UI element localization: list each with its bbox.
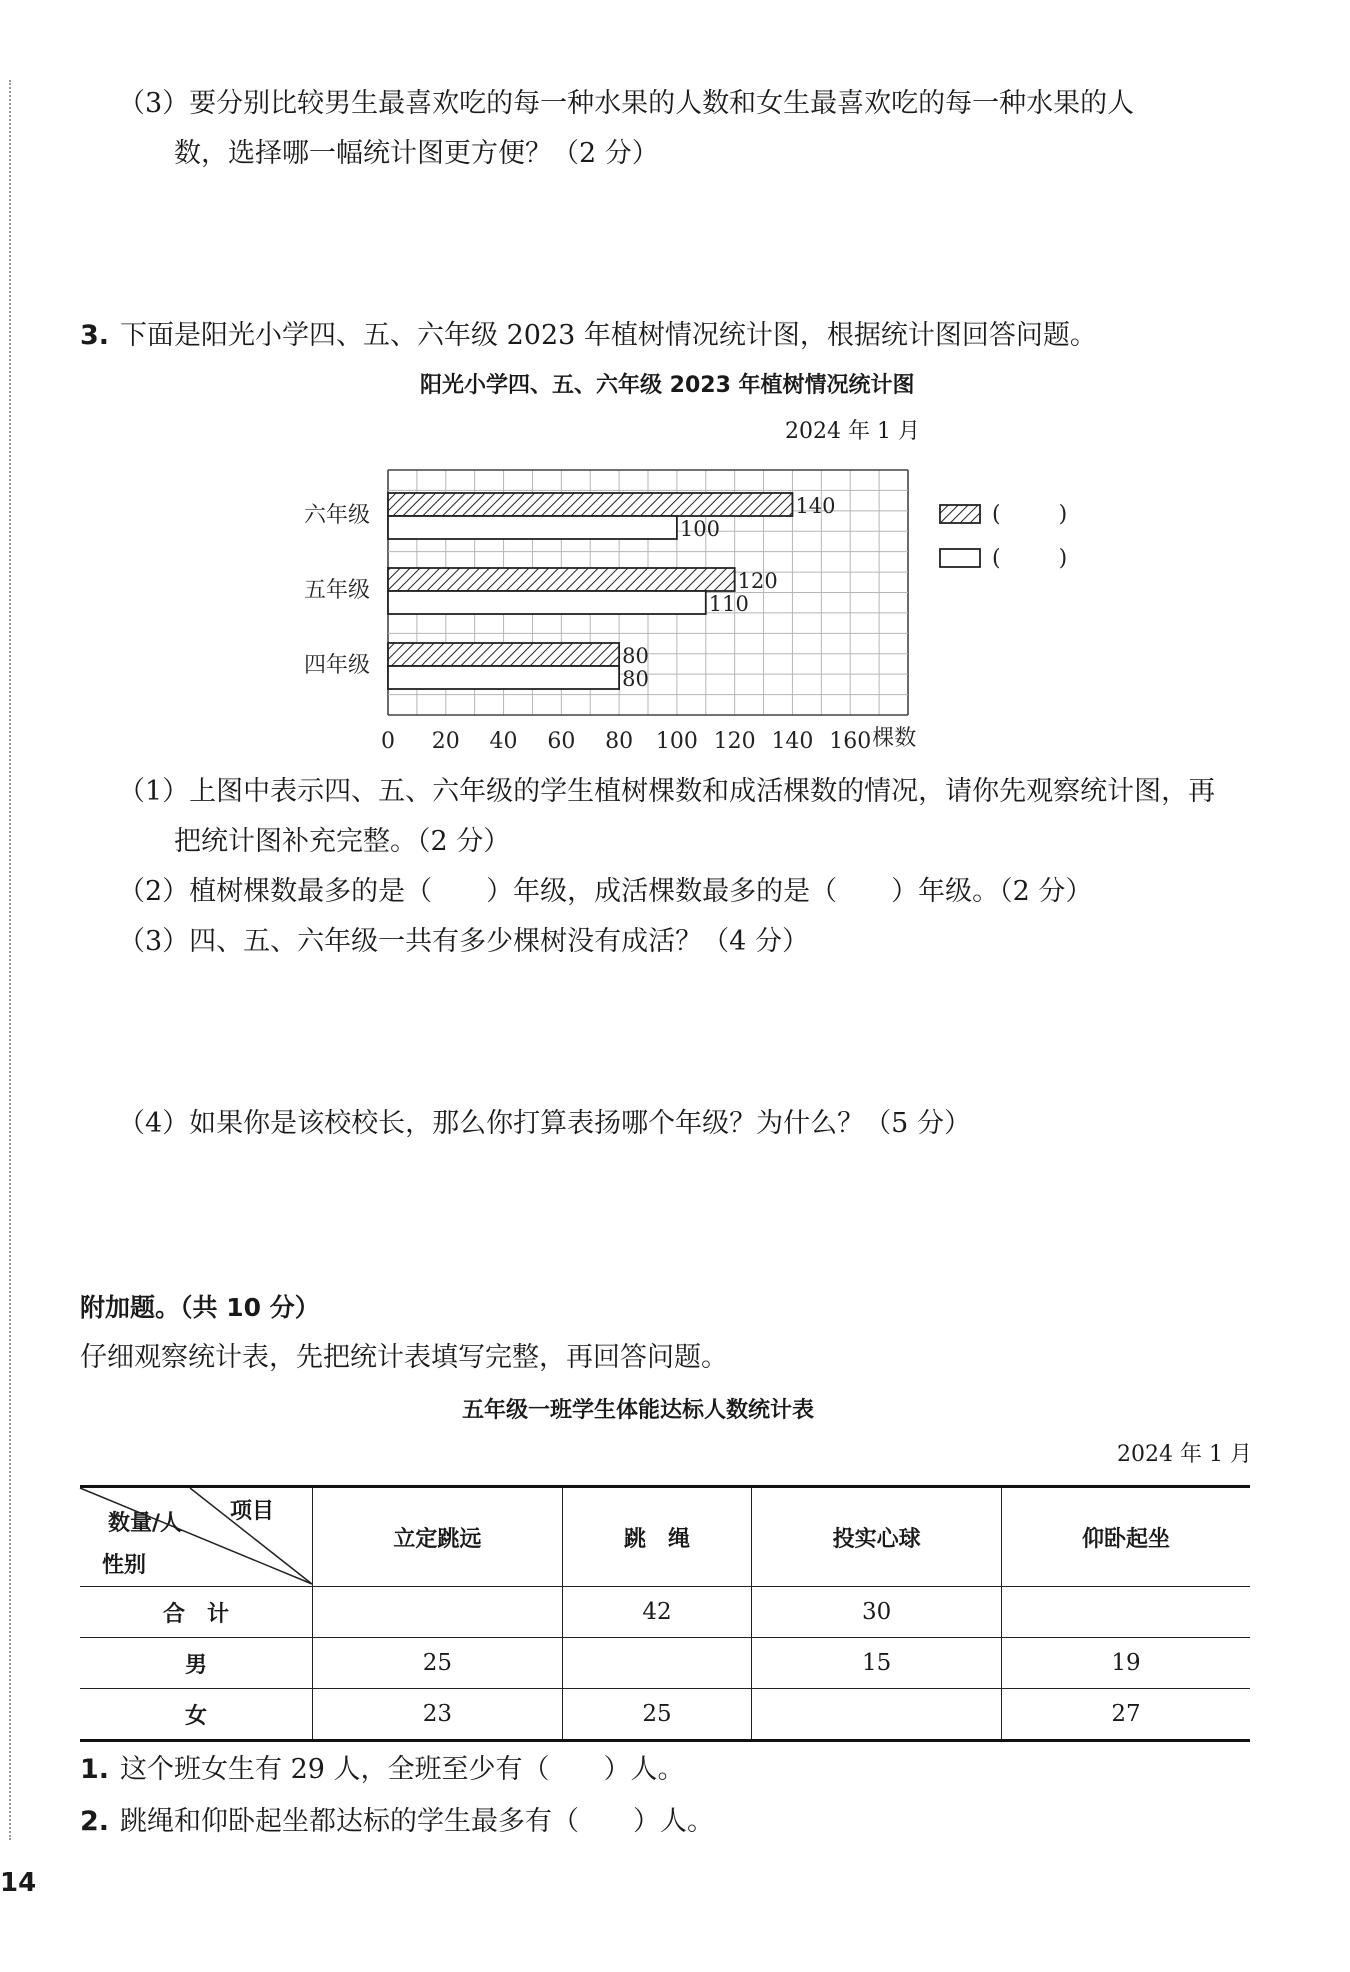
table-cell <box>1002 1587 1250 1638</box>
category-label: 六年级 <box>303 503 370 528</box>
q3-part1-line1: （1）上图中表示四、五、六年级的学生植树棵数和成活棵数的情况，请你先观察统计图，再 <box>118 776 1216 807</box>
table-cell <box>752 1689 1002 1741</box>
x-tick-label: 80 <box>605 729 634 754</box>
chart-title: 阳光小学四、五、六年级 2023 年植树情况统计图 <box>420 373 915 398</box>
diag-label-item: 项目 <box>230 1499 275 1524</box>
q3-part1-line2: 把统计图补充完整。（2 分） <box>174 826 511 857</box>
col-header: 跳 绳 <box>562 1487 751 1587</box>
q3-number: 3. <box>80 320 110 351</box>
extra-q1: 这个班女生有 29 人，全班至少有（ ）人。 <box>120 1754 685 1785</box>
col-header: 立定跳远 <box>313 1487 563 1587</box>
row-label: 女 <box>80 1689 313 1741</box>
table-cell: 19 <box>1002 1638 1250 1689</box>
extra-q1-number: 1. <box>80 1754 110 1785</box>
q3-text: 下面是阳光小学四、五、六年级 2023 年植树情况统计图，根据统计图回答问题。 <box>120 320 1097 351</box>
table-header-row <box>80 1487 1250 1587</box>
legend-swatch <box>940 549 980 567</box>
table-cell: 23 <box>313 1689 563 1741</box>
q3-part2: （2）植树棵数最多的是（ ）年级，成活棵数最多的是（ ）年级。（2 分） <box>118 876 1093 907</box>
legend-label: ( ) <box>992 502 1068 527</box>
extra-q2-number: 2. <box>80 1806 110 1837</box>
legend-label: ( ) <box>992 546 1068 571</box>
chart-category-labels <box>304 503 370 678</box>
x-tick-label: 60 <box>547 729 576 754</box>
data-label: 110 <box>708 592 749 616</box>
table-cell <box>313 1587 563 1638</box>
diag-label-quantity: 数量/人 <box>108 1511 183 1536</box>
x-tick-label: 20 <box>431 729 460 754</box>
extra-q2: 跳绳和仰卧起坐都达标的学生最多有（ ）人。 <box>120 1806 714 1837</box>
fitness-stat-table <box>80 1485 1250 1742</box>
row-label: 男 <box>80 1638 313 1689</box>
q2-part3-line2: 数，选择哪一幅统计图更方便？（2 分） <box>174 138 659 169</box>
data-label: 80 <box>622 644 649 668</box>
chart-bars <box>388 493 836 691</box>
table-title: 五年级一班学生体能达标人数统计表 <box>462 1398 815 1423</box>
bar-survived <box>388 666 619 689</box>
bar-planted <box>388 493 792 516</box>
data-label: 80 <box>622 667 649 691</box>
bar-planted <box>388 643 619 666</box>
diagonal-header-cell <box>80 1487 313 1587</box>
table-cell: 15 <box>752 1638 1002 1689</box>
table-row <box>80 1689 1250 1741</box>
q3-part4: （4）如果你是该校校长，那么你打算表扬哪个年级？为什么？（5 分） <box>118 1108 971 1139</box>
x-tick-label: 40 <box>489 729 518 754</box>
x-tick-label: 140 <box>771 729 814 754</box>
tree-planting-bar-chart <box>280 450 1068 760</box>
page-number: 14 <box>0 1868 37 1898</box>
extra-intro: 仔细观察统计表，先把统计表填写完整，再回答问题。 <box>80 1342 728 1373</box>
table-date: 2024 年 1 月 <box>1117 1442 1252 1467</box>
bar-survived <box>388 516 677 539</box>
category-label: 五年级 <box>303 578 370 603</box>
row-label: 合 计 <box>80 1587 313 1638</box>
col-header: 投实心球 <box>752 1487 1002 1587</box>
data-label: 120 <box>737 569 778 593</box>
chart-x-ticks <box>381 726 916 754</box>
table-cell: 27 <box>1002 1689 1250 1741</box>
table-cell: 25 <box>313 1638 563 1689</box>
extra-heading: 附加题。（共 10 分） <box>80 1293 320 1322</box>
table-cell: 25 <box>562 1689 751 1741</box>
q3-part3: （3）四、五、六年级一共有多少棵树没有成活？（4 分） <box>118 926 809 957</box>
category-label: 四年级 <box>303 653 370 678</box>
table-cell <box>562 1638 751 1689</box>
legend-swatch <box>940 505 980 523</box>
chart-legend <box>940 502 1067 571</box>
data-label: 140 <box>795 494 836 518</box>
table-row <box>80 1587 1250 1638</box>
q2-part3-line1: （3）要分别比较男生最喜欢吃的每一种水果的人数和女生最喜欢吃的每一种水果的人 <box>118 88 1135 119</box>
table-cell: 30 <box>752 1587 1002 1638</box>
chart-date: 2024 年 1 月 <box>785 419 920 444</box>
x-tick-label: 0 <box>381 729 395 754</box>
x-tick-label: 120 <box>713 729 756 754</box>
table-cell: 42 <box>562 1587 751 1638</box>
bar-survived <box>388 591 706 614</box>
x-tick-label: 100 <box>655 729 698 754</box>
binding-margin-line <box>9 80 11 1840</box>
x-axis-label: 棵数 <box>872 726 917 751</box>
x-tick-label: 160 <box>829 729 872 754</box>
diag-label-gender: 性别 <box>102 1553 147 1578</box>
bar-planted <box>388 568 735 591</box>
col-header: 仰卧起坐 <box>1002 1487 1250 1587</box>
data-label: 100 <box>679 517 720 541</box>
table-row <box>80 1638 1250 1689</box>
